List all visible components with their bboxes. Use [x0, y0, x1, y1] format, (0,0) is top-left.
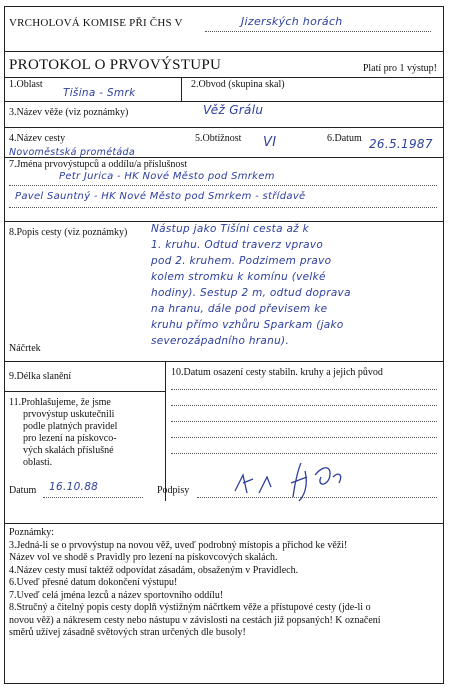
popis-line: 1. kruhu. Odtud traverz vpravo	[151, 239, 324, 251]
jmena-line-2: Pavel Sauntný - HK Nové Město pod Smrkem - střídavě	[15, 191, 306, 202]
jmena-line-1: Petr Jurica - HK Nové Město pod Smrkem	[59, 171, 275, 182]
popis-line: hodiny). Sestup 2 m, odtud doprava	[151, 287, 351, 299]
osazeni-dotline-2	[171, 405, 437, 406]
popis-line: kruhu přímo vzhůru Sparkam (jako	[151, 319, 344, 331]
prohlaseni-line: vých skalách příslušné	[23, 445, 114, 456]
row-3-divider	[5, 101, 443, 102]
org-value: Jizerských horách	[241, 15, 343, 28]
note-line: 3.Jedná-li se o prvovýstup na novou věž, uveď podrobný místopis a přichod ke věži!	[9, 539, 348, 551]
note-line: 8.Stručný a čitelný popis cesty doplň výstižným náčrtkem věže a přístupové cesty (jde-li o	[9, 602, 371, 613]
osazeni-dotline-5	[171, 453, 437, 454]
osazeni-dotline-1	[171, 389, 437, 390]
osazeni-dotline-3	[171, 421, 437, 422]
prohlaseni-line: 11.Prohlašujeme, že jsme	[9, 397, 111, 408]
jmena-label: 7.Jména prvovýstupců a oddílu/a příslušnost	[9, 159, 188, 170]
datum2-line	[43, 497, 143, 498]
jmena-dotline-1	[9, 185, 437, 186]
row-1-divider	[5, 77, 443, 78]
nazev-veze-label: 3.Název věže (viz poznámky)	[9, 107, 129, 118]
row-8-divider	[5, 221, 443, 222]
note-line: Název vol ve shodě s Pravidly pro lezení na pískovcových skalách.	[9, 552, 278, 563]
prohlaseni-line: oblasti.	[23, 457, 53, 468]
popis-line: kolem stromku k komínu (velké	[151, 271, 326, 283]
datum2-value: 16.10.88	[49, 481, 99, 493]
row-9-divider	[5, 361, 443, 362]
oblast-value: Tišina - Smrk	[63, 87, 136, 99]
nazev-cesty-label: 4.Název cesty	[9, 133, 66, 144]
datum2-label: Datum	[9, 485, 37, 496]
popis-line: na hranu, dále pod převisem ke	[151, 303, 328, 315]
prohlaseni-line: pro lezení na pískovco-	[23, 433, 117, 444]
prohlaseni-line: prvovýstup uskutečnili	[23, 409, 115, 420]
popis-line: severozápadního hranu).	[151, 335, 290, 347]
row-7-divider	[5, 157, 443, 158]
note-line: 4.Název cesty musí taktéž odpovídat zásadám, obsaženým v Pravidlech.	[9, 564, 299, 576]
osazeni-dotline-4	[171, 437, 437, 438]
popis-label: 8.Popis cesty (viz poznámky)	[9, 227, 128, 238]
podpisy-label: Podpisy	[157, 485, 190, 496]
protocol-form	[4, 6, 444, 684]
obtiznost-value: VI	[263, 135, 277, 150]
datum-value: 26.5.1987	[369, 137, 433, 151]
nazev-veze-value: Věž Grálu	[203, 103, 264, 117]
delka-label: 9.Délka slanění	[9, 371, 72, 382]
datum-osazeni-label: 10.Datum osazení cesty stabiln. kruhy a jejich původ	[171, 367, 383, 378]
obtiznost-label: 5.Obtížnost	[195, 133, 242, 144]
nacrtek-label: Náčrtek	[9, 343, 41, 354]
note-line: 7.Uveď celá jména lezců a název sportovního oddílu!	[9, 589, 224, 601]
note-line: novou věž) a nákresem cesty nebo nástupu v závislosti na cestách již popsaných! K označení	[9, 614, 381, 626]
row-9-bottom	[5, 391, 165, 392]
notes-heading: Poznámky:	[9, 527, 54, 538]
note-line: 6.Uveď přesné datum dokončení výstupu!	[9, 577, 178, 588]
notes	[9, 527, 439, 640]
notes-divider	[5, 523, 443, 524]
row-9-split	[165, 361, 166, 501]
popis-line: pod 2. kruhem. Podzimem pravo	[151, 255, 332, 267]
datum-label: 6.Datum	[327, 133, 362, 144]
valid-note: Platí pro 1 výstup!	[362, 63, 437, 74]
title-divider	[5, 51, 443, 52]
signatures-icon	[229, 457, 359, 503]
row-1-split	[181, 77, 182, 101]
row-4-divider	[5, 127, 443, 128]
nazev-cesty-value: Novoměstská prométáda	[9, 147, 135, 158]
note-line: směrů užívej zásadně světových stran určených dle busoly!	[9, 627, 246, 638]
prohlaseni-line: podle platných pravidel	[23, 421, 118, 432]
popis-line: Nástup jako Tišíni cesta až k	[151, 223, 310, 235]
form-title: PROTOKOL O PRVOVÝSTUPU	[9, 57, 222, 73]
org-label: VRCHOLOVÁ KOMISE PŘI ČHS V	[9, 17, 183, 29]
oblast-label: 1.Oblast	[9, 79, 43, 90]
obvod-label: 2.Obvod (skupina skal)	[191, 79, 285, 90]
org-line	[205, 31, 431, 32]
jmena-dotline-2	[9, 207, 437, 208]
